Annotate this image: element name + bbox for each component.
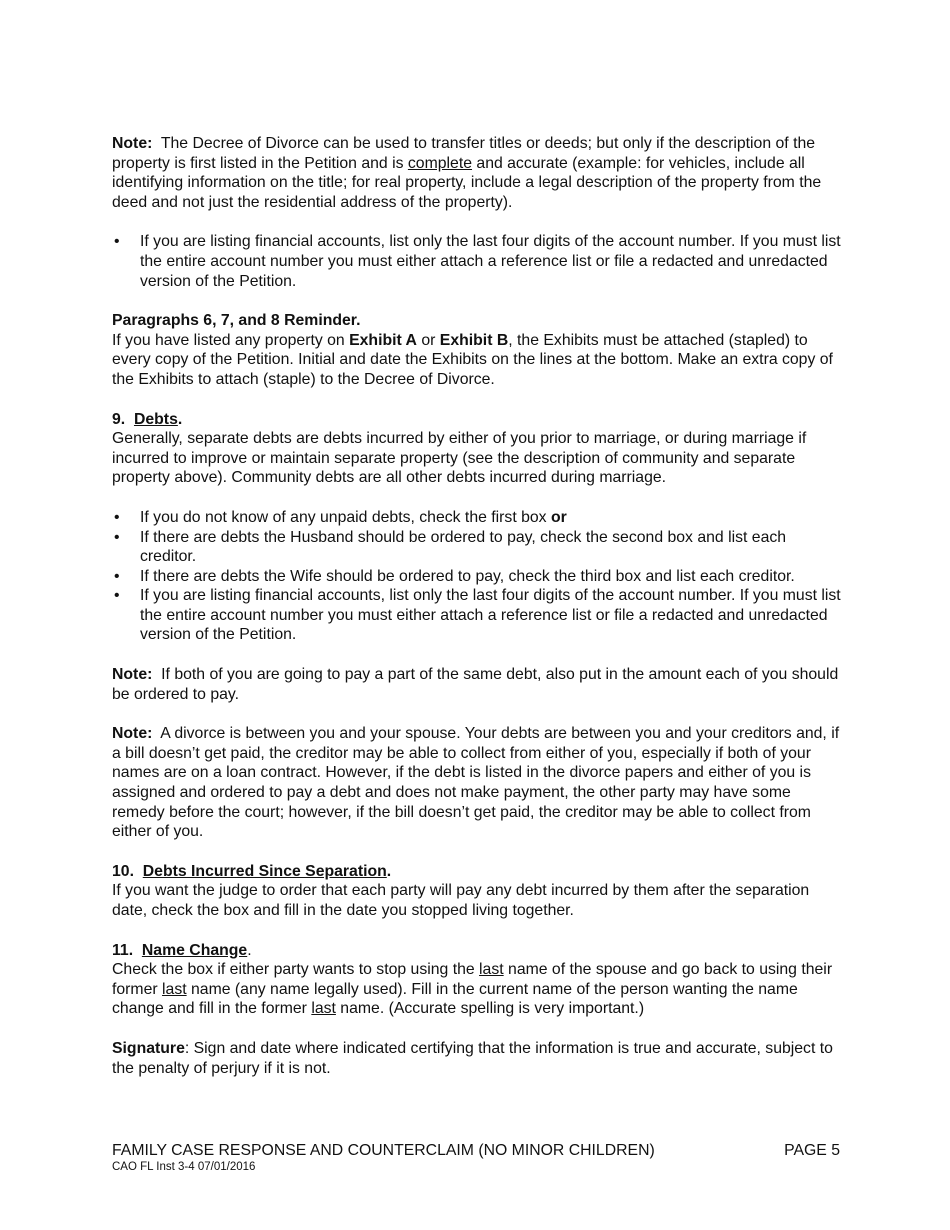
section-10-body: If you want the judge to order that each party will pay any debt incurred by them after the separation date, check the box and fill in the date you stopped living together. — [112, 882, 810, 919]
reminder-body: If you have listed any property on Exhibit A or Exhibit B, the Exhibits must be attached (stapled) to every copy of the Petition. Initial and date the Exhibits on the lines at the bottom. Make an extra copy of the Exhibits to attach (staple) to the Decree of Divorce. — [112, 331, 833, 388]
reminder-heading: Paragraphs 6, 7, and 8 Reminder. — [112, 312, 361, 330]
list-item: • If you are listing financial accounts, list only the last four digits of the account number. If you must list the entire account number you must either attach a reference list or file a redacted and unredacted version of the Petition. — [112, 586, 842, 645]
reminder-section — [112, 311, 842, 389]
list-item: • If you do not know of any unpaid debts, check the first box or — [112, 508, 842, 528]
debts-section — [112, 410, 842, 488]
section-10 — [112, 862, 842, 921]
page-number: PAGE 5 — [784, 1142, 840, 1159]
footer-title: FAMILY CASE RESPONSE AND COUNTERCLAIM (NO MINOR CHILDREN) — [112, 1142, 655, 1159]
section-11-heading: 11. Name Change. — [112, 941, 252, 959]
accounts-bullet-list — [112, 232, 842, 291]
note-creditors: Note: A divorce is between you and your spouse. Your debts are between you and your creditors and, if a bill doesn’t get paid, the creditor may be able to collect from either of you, especially if both of your names are on a loan contract. However, if the debt is listed in the divorce papers and either of you is assigned and ordered to pay a debt and does not make payment, the other party may have some remedy before the court; however, if the bill doesn’t get paid, the creditor may be able to collect from either of you. — [112, 725, 840, 841]
note-shared-debt: Note: If both of you are going to pay a part of the same debt, also put in the amount each of you should be ordered to pay. — [112, 666, 839, 703]
list-item: • If there are debts the Wife should be ordered to pay, check the third box and list each creditor. — [112, 567, 842, 587]
section-10-heading: 10. Debts Incurred Since Separation. — [112, 862, 392, 880]
note-vehicles-property: Note: The Decree of Divorce can be used to transfer titles or deeds; but only if the description of the property is first listed in the Petition and is complete and accurate (example: for vehicles, include all identifying information on the title; for real property, include a legal description of the property from the deed and not just the residential address of the property). — [112, 135, 822, 211]
debts-heading: 9. Debts. — [112, 410, 183, 428]
section-11 — [112, 941, 842, 1019]
debts-bullet-list — [112, 508, 842, 645]
note-label: Note: — [112, 135, 153, 152]
form-code: CAO FL Inst 3-4 07/01/2016 — [112, 1161, 256, 1173]
list-item: • If there are debts the Husband should be ordered to pay, check the second box and list each creditor. — [112, 528, 842, 567]
document-body — [112, 134, 842, 1078]
page-footer — [112, 1141, 840, 1174]
debts-body: Generally, separate debts are debts incurred by either of you prior to marriage, or during marriage if incurred to improve or maintain separate property (see the description of community and separate property above). Community debts are all other debts incurred during marriage. — [112, 430, 807, 487]
list-item: • If you are listing financial accounts, list only the last four digits of the account number. If you must list the entire account number you must either attach a reference list or file a redacted and unredacted version of the Petition. — [112, 232, 842, 291]
signature-instruction: Signature: Sign and date where indicated certifying that the information is true and accurate, subject to the penalty of perjury if it is not. — [112, 1039, 833, 1077]
section-11-body: Check the box if either party wants to stop using the last name of the spouse and go back to using their former last name (any name legally used). Fill in the current name of the person wanting the name change and fill in the former last name. (Accurate spelling is very important.) — [112, 961, 833, 1018]
